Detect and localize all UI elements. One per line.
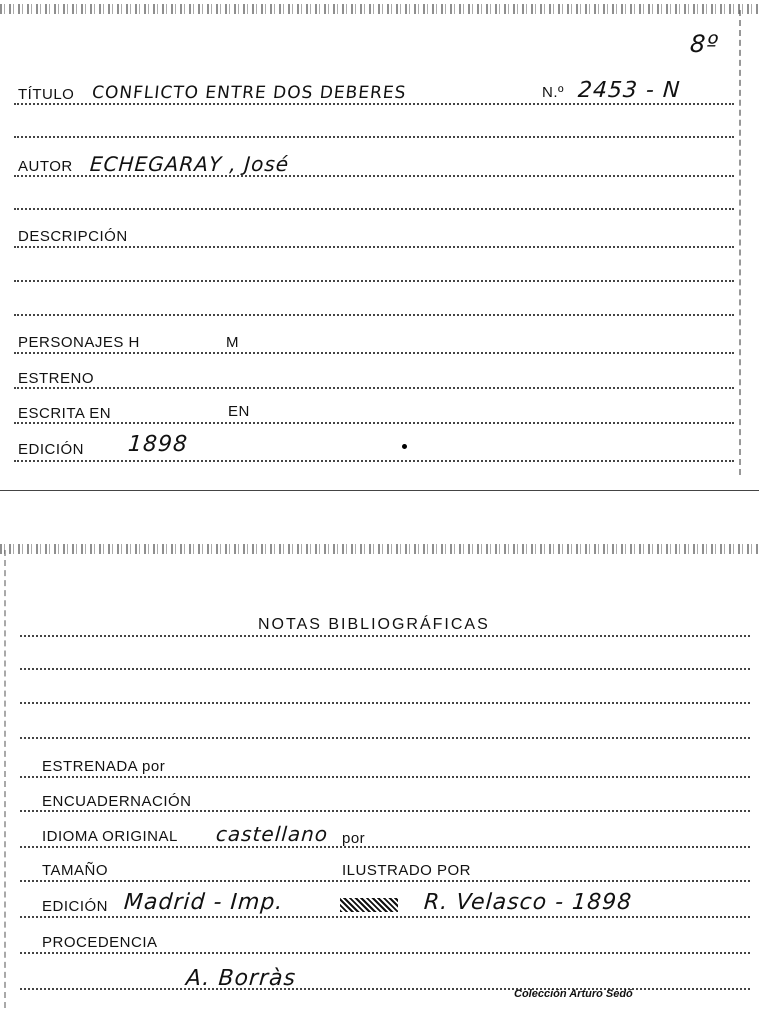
- scan-edge-noise: [0, 4, 759, 14]
- edicion-label: EDICIÓN: [42, 898, 109, 915]
- dotted-line: [14, 280, 734, 282]
- edicion-value: 1898: [127, 432, 189, 457]
- titulo-value: CONFLICTO ENTRE DOS DEBERES: [90, 83, 408, 103]
- dotted-line: [14, 103, 734, 105]
- dotted-line: [20, 702, 750, 704]
- numero-label: N.º: [542, 84, 564, 101]
- dotted-line: [14, 460, 734, 462]
- descripcion-label: DESCRIPCIÓN: [18, 228, 128, 245]
- procedencia-label: PROCEDENCIA: [42, 934, 158, 951]
- dotted-line: [20, 988, 750, 990]
- dotted-line: [20, 880, 750, 882]
- escrita-en-label: EN: [228, 403, 250, 420]
- dotted-line: [14, 175, 734, 177]
- idioma-label: IDIOMA ORIGINAL: [42, 828, 178, 845]
- edicion-value: Madrid - Imp.: [123, 890, 285, 915]
- dotted-line: [14, 352, 734, 354]
- personajes-label: PERSONAJES H: [18, 334, 140, 351]
- scan-edge-noise: [0, 544, 759, 554]
- dotted-line: [14, 314, 734, 316]
- procedencia-value: A. Borràs: [185, 966, 297, 991]
- dotted-line: [20, 635, 750, 637]
- dotted-line: [14, 387, 734, 389]
- dotted-line: [20, 952, 750, 954]
- autor-value: ECHEGARAY , José: [89, 152, 291, 176]
- estrenada-label: ESTRENADA por: [42, 758, 166, 775]
- dotted-line: [14, 246, 734, 248]
- dotted-line: [20, 737, 750, 739]
- crossed-out-text: [340, 898, 398, 912]
- idioma-value: castellano: [215, 822, 329, 846]
- notas-heading: NOTAS BIBLIOGRÁFICAS: [258, 616, 490, 633]
- dotted-line: [20, 668, 750, 670]
- autor-label: AUTOR: [18, 158, 73, 175]
- dotted-line: [20, 810, 750, 812]
- card-edge: [739, 10, 741, 475]
- card-edge: [4, 550, 6, 1008]
- dotted-line: [14, 422, 734, 424]
- catalog-card-back: [0, 540, 759, 1028]
- edicion-value-2: R. Velasco - 1898: [423, 890, 633, 915]
- catalog-card-front: [0, 0, 759, 495]
- dotted-line: [14, 136, 734, 138]
- numero-value: 2453 - N: [577, 78, 682, 103]
- edicion-label: EDICIÓN: [18, 441, 85, 458]
- card-bottom-edge: [0, 490, 759, 491]
- dotted-line: [20, 776, 750, 778]
- dotted-line: [14, 208, 734, 210]
- dotted-line: [20, 846, 750, 848]
- escrita-label: ESCRITA EN: [18, 405, 112, 422]
- idioma-por-label: por: [342, 830, 366, 847]
- collection-footer: Colección Arturo Sedó: [514, 988, 633, 1000]
- tamano-label: TAMAÑO: [42, 862, 109, 879]
- ink-dot: [402, 444, 407, 449]
- titulo-label: TÍTULO: [18, 86, 75, 103]
- estreno-label: ESTRENO: [18, 370, 95, 387]
- encuadernacion-label: ENCUADERNACIÓN: [42, 793, 192, 810]
- ilustrado-label: ILUSTRADO POR: [342, 862, 472, 879]
- dotted-line: [20, 916, 750, 918]
- personajes-m-label: M: [226, 334, 239, 351]
- corner-note: 8º: [689, 30, 720, 58]
